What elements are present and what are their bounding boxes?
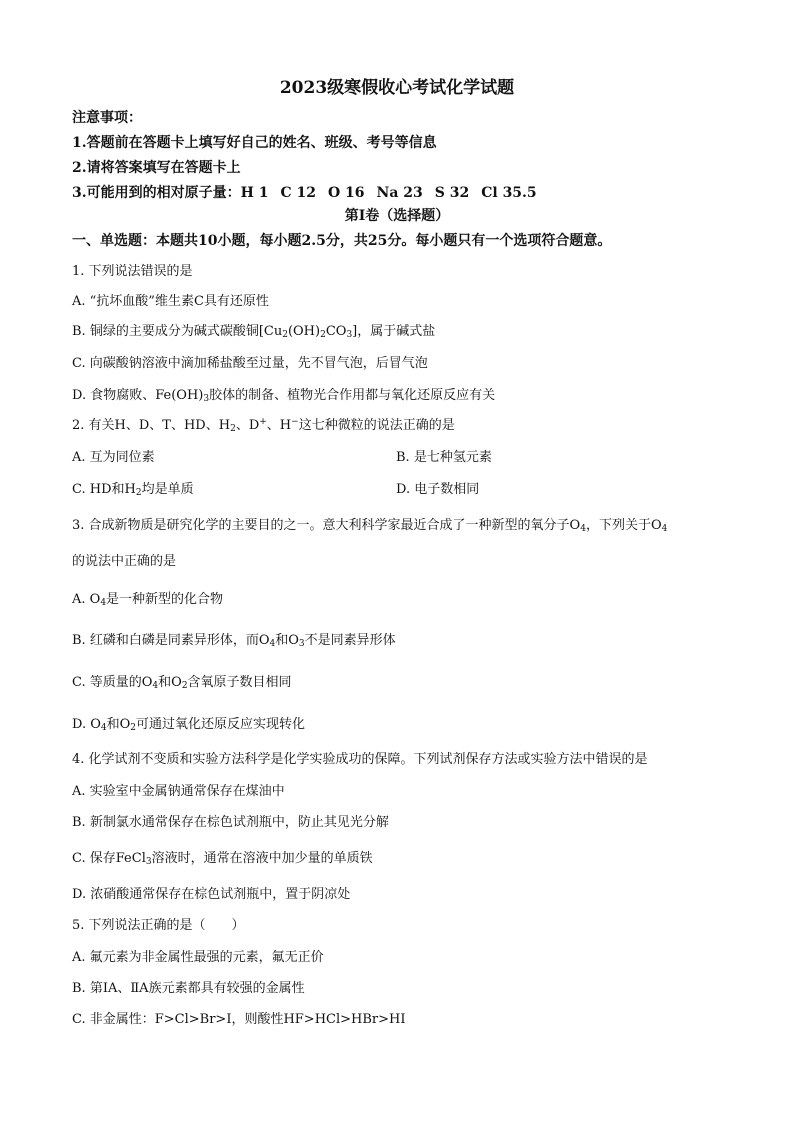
question-1-stem: 1. 下列说法错误的是: [72, 264, 193, 279]
atomic-mass-na: Na 23: [376, 185, 423, 201]
question-5-option-b: B. 第ⅠA、ⅡA族元素都具有较强的金属性: [72, 981, 305, 996]
question-4-option-b: B. 新制氯水通常保存在棕色试剂瓶中，防止其见光分解: [72, 815, 389, 830]
question-2-option-d: D. 电子数相同: [396, 482, 480, 497]
atomic-mass-cl: Cl 35.5: [481, 185, 537, 201]
atomic-mass-o: O 16: [327, 185, 365, 201]
question-1-option-c: C. 向碳酸钠溶液中滴加稀盐酸至过量，先不冒气泡，后冒气泡: [72, 356, 428, 371]
notice-line-1: 1.答题前在答题卡上填写好自己的姓名、班级、考号等信息: [72, 135, 437, 151]
volume-title: 第Ⅰ卷（选择题）: [344, 208, 450, 224]
atomic-mass-label: 3.可能用到的相对原子量：: [72, 185, 241, 201]
question-2-option-b: B. 是七种氢元素: [396, 450, 492, 465]
question-4-option-c: C. 保存FeCl$_3$溶液时，通常在溶液中加少量的单质铁: [72, 851, 373, 867]
notice-heading: 注意事项：: [72, 110, 142, 126]
question-3-stem-line-2: 的说法中正确的是: [72, 554, 177, 569]
question-4-stem: 4. 化学试剂不变质和实验方法科学是化学实验成功的保障。下列试剂保存方法或实验方法中错误的是: [72, 752, 648, 767]
question-3-option-d: D. $O_4$和$O_2$可通过氧化还原反应实现转化: [72, 717, 306, 733]
exam-title: 2023级寒假收心考试化学试题: [279, 78, 515, 98]
question-3-option-b: B. 红磷和白磷是同素异形体，而$O_4$和$O_3$不是同素异形体: [72, 633, 396, 649]
question-2-stem: 2. 有关H、D、T、HD、$H_2$、D+、H−这七种微粒的说法正确的是: [72, 417, 455, 434]
question-3-stem-line-1: 3. 合成新物质是研究化学的主要目的之一。意大利科学家最近合成了一种新型的氧分子$O_4$，下列关于$O_4$: [72, 518, 668, 534]
question-1-option-d: D. 食物腐败、$Fe(OH)_3$胶体的制备、植物光合作用都与氧化还原反应有关: [72, 388, 496, 404]
notice-line-2: 2.请将答案填写在答题卡上: [72, 160, 241, 176]
question-2-option-c: C. HD和$H_2$均是单质: [72, 482, 194, 498]
atomic-mass-s: S 32: [434, 185, 470, 201]
atomic-mass-c: C 12: [280, 185, 316, 201]
question-2-option-a: A. 互为同位素: [72, 450, 155, 465]
question-5-option-a: A. 氟元素为非金属性最强的元素，氟无正价: [72, 950, 324, 965]
section-heading: 一、单选题：本题共10小题，每小题2.5分，共25分。每小题只有一个选项符合题意。: [72, 233, 612, 249]
question-1-option-a: A. “抗坏血酸”维生素C具有还原性: [72, 294, 269, 309]
question-1-option-b: B. 铜绿的主要成分为碱式碳酸铜$[Cu_2(OH)_2CO_3]$，属于碱式盐: [72, 324, 436, 340]
question-4-option-d: D. 浓硝酸通常保存在棕色试剂瓶中，置于阴凉处: [72, 887, 351, 902]
question-5-option-c: C. 非金属性：F>Cl>Br>I，则酸性HF>HCl>HBr>HI: [72, 1012, 406, 1027]
notice-line-3: [72, 182, 537, 202]
atomic-mass-h: H 1: [240, 185, 269, 201]
question-3-option-c: C. 等质量的$O_4$和$O_2$含氧原子数目相同: [72, 675, 292, 691]
question-5-stem: 5. 下列说法正确的是（ ）: [72, 918, 245, 933]
question-4-option-a: A. 实验室中金属钠通常保存在煤油中: [72, 784, 285, 799]
question-3-option-a: A. $O_4$是一种新型的化合物: [72, 592, 224, 608]
